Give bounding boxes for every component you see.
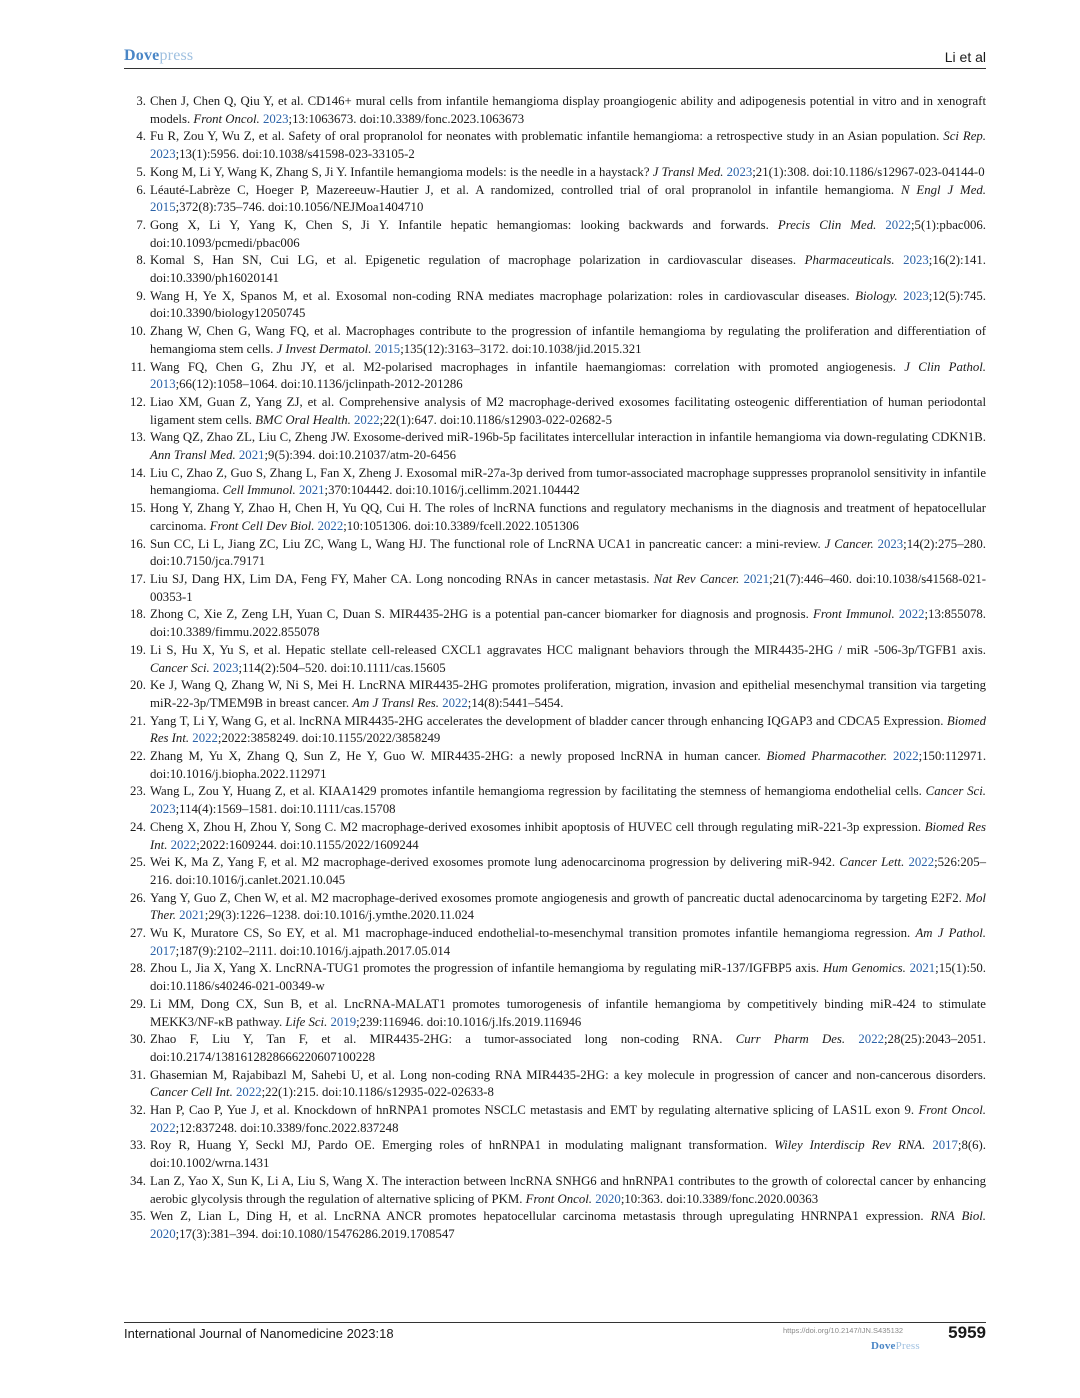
reference-details: ;9(5):394. doi:10.21037/atm-20-6456 <box>264 448 457 463</box>
reference-details: ;16(2):141. doi:10.3390/ph16020141 <box>150 253 986 286</box>
header-brand-logo[interactable] <box>124 47 193 65</box>
footer-brand-logo[interactable] <box>871 1340 920 1352</box>
reference-text: Liao XM, Guan Z, Yang ZJ, et al. Comprehensive analysis of M2 macrophage-derived exosomes facilitating osteogenic differentiation of human periodontal ligament stem cells. <box>150 394 986 427</box>
reference-journal: Sci Rep. <box>943 129 986 144</box>
reference-text: Gong X, Li Y, Yang K, Chen S, Ji Y. Infantile hepatic hemangiomas: looking backwards and forwards. <box>150 217 778 232</box>
reference-text: Zhao F, Liu Y, Tan F, et al. MIR4435-2HG: a tumor-associated long non-coding RNA. <box>150 1032 736 1047</box>
reference-year-link[interactable]: 2017 <box>150 943 176 958</box>
reference-number: 11. <box>130 359 146 374</box>
reference-item <box>124 606 986 641</box>
reference-details: ;13(1):5956. doi:10.1038/s41598-023-33105-2 <box>175 147 415 162</box>
reference-text: Sun CC, Li L, Jiang ZC, Liu ZC, Wang L, Wang HJ. The functional role of LncRNA UCA1 in pancreatic cancer: a mini-review. <box>150 536 825 551</box>
reference-item <box>124 1137 986 1172</box>
reference-item <box>124 394 986 429</box>
reference-item <box>124 571 986 606</box>
reference-journal: J Transl Med. <box>652 164 724 179</box>
reference-item <box>124 819 986 854</box>
reference-journal: Cell Immunol. <box>222 483 296 498</box>
reference-details: ;10:363. doi:10.3389/fonc.2020.00363 <box>620 1191 819 1206</box>
reference-number: 21. <box>130 713 146 728</box>
reference-text: Wu K, Muratore CS, So EY, et al. M1 macrophage-induced endothelial-to-mesenchymal transition promotes infantile hemangioma regression. <box>150 926 916 941</box>
reference-year-link[interactable]: 2023 <box>150 147 176 162</box>
reference-text: Han P, Cao P, Yue J, et al. Knockdown of hnRNPA1 promotes NSCLC metastasis and EMT by regulating alternative splicing of LAS1L exon 9. <box>150 1103 919 1118</box>
reference-year-link[interactable]: 2023 <box>150 802 176 817</box>
reference-journal: Curr Pharm Des. <box>735 1032 846 1047</box>
reference-journal: Cancer Lett. <box>839 855 905 870</box>
reference-details: ;8(6). doi:10.1002/wrna.1431 <box>150 1138 986 1171</box>
reference-journal: Am J Transl Res. <box>352 695 439 710</box>
reference-journal: Mol Ther. <box>150 890 986 923</box>
reference-year-link[interactable]: 2022 <box>170 837 197 852</box>
reference-text: Wang FQ, Chen G, Zhu JY, et al. M2-polarised macrophages in infantile haemangiomas: correlation with promoted angiogenesis. <box>150 359 905 374</box>
reference-year-link[interactable]: 2021 <box>179 908 205 923</box>
reference-list <box>124 93 986 1244</box>
reference-year-link[interactable]: 2022 <box>858 1032 884 1047</box>
reference-number: 31. <box>130 1067 146 1082</box>
reference-details: ;12:837248. doi:10.3389/fonc.2022.837248 <box>175 1120 399 1135</box>
reference-item <box>124 128 986 163</box>
reference-details: ;114(4):1569–1581. doi:10.1111/cas.15708 <box>175 802 396 817</box>
reference-text: Wang QZ, Zhao ZL, Liu C, Zheng JW. Exosome-derived miR-196b-5p facilitates intercellular interaction in infantile hemangioma via down-regulating CDKN1B. <box>150 430 986 445</box>
reference-year-link[interactable]: 2021 <box>743 571 770 586</box>
reference-journal: Front Oncol. <box>525 1191 593 1206</box>
reference-item <box>124 465 986 500</box>
reference-journal: BMC Oral Health. <box>255 412 351 427</box>
reference-item <box>124 1102 986 1137</box>
reference-text: Zhang W, Chen G, Wang FQ, et al. Macrophages contribute to the progression of infantile hemangioma by regulating the proliferation and differentiation of hemangioma stem cells. <box>150 324 986 356</box>
reference-item <box>124 1067 986 1102</box>
reference-text: Chen J, Chen Q, Qiu Y, et al. CD146+ mural cells from infantile hemangioma display proangiogenic ability and adipogenesis potential in vitro and in xenograft models. <box>150 94 986 126</box>
reference-year-link[interactable]: 2019 <box>330 1014 357 1029</box>
reference-year-link[interactable]: 2023 <box>877 536 904 551</box>
reference-number: 4. <box>136 129 146 144</box>
reference-details: ;526:205–216. doi:10.1016/j.canlet.2021.10.045 <box>150 855 986 887</box>
reference-year-link[interactable]: 2021 <box>909 961 936 976</box>
reference-text: Wang H, Ye X, Spanos M, et al. Exosomal non-coding RNA mediates macrophage polarization: roles in cardiovascular diseases. <box>150 288 856 303</box>
reference-number: 22. <box>130 749 146 764</box>
reference-space <box>895 253 904 267</box>
reference-number: 25. <box>130 855 146 870</box>
reference-year-link[interactable]: 2022 <box>236 1085 262 1100</box>
reference-text: Liu C, Zhao Z, Guo S, Zhang L, Fan X, Zheng J. Exosomal miR-27a-3p derived from tumor-associated macrophage suppresses propranolol sensitivity in infantile hemangioma. <box>150 465 986 498</box>
reference-number: 29. <box>130 996 146 1011</box>
reference-text: Yang T, Li Y, Wang G, et al. lncRNA MIR4435-2HG accelerates the development of bladder cancer through enhancing IQGAP3 and CDCA5 Expression. <box>150 713 947 728</box>
reference-text: Léauté-Labrèze C, Hoeger P, Mazereeuw-Hautier J, et al. A randomized, controlled trial of oral propranolol in infantile hemangioma. <box>150 182 901 197</box>
reference-details: ;22(1):647. doi:10.1186/s12903-022-02682-5 <box>379 412 612 427</box>
reference-number: 3. <box>136 94 146 108</box>
reference-journal: N Engl J Med. <box>900 182 986 197</box>
reference-item <box>124 1031 986 1066</box>
reference-item <box>124 288 986 323</box>
reference-number: 33. <box>130 1138 146 1153</box>
footer-divider <box>124 1322 986 1323</box>
reference-item <box>124 323 986 358</box>
reference-journal: Biology. <box>855 288 898 303</box>
reference-text: Liu SJ, Dang HX, Lim DA, Feng FY, Maher CA. Long noncoding RNAs in cancer metastasis. <box>150 571 654 586</box>
reference-item <box>124 93 986 128</box>
reference-number: 18. <box>130 607 146 622</box>
reference-year-link[interactable]: 2022 <box>150 1120 176 1135</box>
reference-number: 5. <box>136 164 146 179</box>
reference-journal: Nat Rev Cancer. <box>653 571 740 586</box>
reference-year-link[interactable]: 2022 <box>442 695 468 710</box>
reference-year-link[interactable]: 2015 <box>150 200 176 215</box>
reference-details: ;5(1):pbac006. doi:10.1093/pcmedi/pbac006 <box>150 217 986 250</box>
reference-number: 23. <box>130 784 146 799</box>
reference-space <box>845 1032 858 1046</box>
reference-details: ;135(12):3163–3172. doi:10.1038/jid.2015.321 <box>400 341 642 356</box>
reference-year-link[interactable]: 2022 <box>893 749 919 764</box>
reference-journal: Life Sci. <box>285 1014 328 1029</box>
reference-year-link[interactable]: 2022 <box>898 607 925 622</box>
running-header-author: Li et al <box>944 49 986 65</box>
reference-text: Yang Y, Guo Z, Chen W, et al. M2 macrophage-derived exosomes promote angiogenesis and growth of pancreatic ductal adenocarcinoma by targeting E2F2. <box>150 890 966 905</box>
reference-number: 15. <box>130 501 146 516</box>
reference-number: 19. <box>130 642 146 657</box>
reference-year-link[interactable]: 2017 <box>932 1138 958 1153</box>
reference-year-link[interactable]: 2023 <box>726 164 753 179</box>
reference-year-link[interactable]: 2022 <box>885 217 911 232</box>
reference-text: Komal S, Han SN, Cui LG, et al. Epigenetic regulation of macrophage polarization in cardiovascular diseases. <box>150 253 805 268</box>
reference-journal: Biomed Pharmacother. <box>766 749 888 764</box>
reference-item <box>124 890 986 925</box>
reference-details: ;12(5):745. doi:10.3390/biology12050745 <box>150 288 986 321</box>
reference-year-link[interactable]: 2015 <box>374 341 401 356</box>
reference-item <box>124 164 986 182</box>
reference-year-link[interactable]: 2023 <box>903 288 929 303</box>
reference-year-link[interactable]: 2021 <box>298 483 325 498</box>
reference-number: 8. <box>136 253 146 268</box>
reference-journal: RNA Biol. <box>930 1209 986 1224</box>
reference-year-link[interactable]: 2022 <box>354 412 380 427</box>
reference-journal: Pharmaceuticals. <box>804 253 895 268</box>
reference-journal: Am J Pathol. <box>915 926 986 941</box>
footer-brand-part-b: Press <box>895 1340 920 1352</box>
reference-journal: J Clin Pathol. <box>904 359 986 374</box>
reference-year-link[interactable]: 2022 <box>317 518 344 533</box>
reference-item <box>124 217 986 252</box>
reference-details: ;14(8):5441–5454. <box>467 695 564 710</box>
reference-details: ;66(12):1058–1064. doi:10.1136/jclinpath-2012-201286 <box>175 377 463 392</box>
reference-item <box>124 925 986 960</box>
reference-item <box>124 1173 986 1208</box>
reference-year-link[interactable]: 2021 <box>238 448 265 463</box>
reference-details: ;2022:3858249. doi:10.1155/2022/3858249 <box>217 731 441 746</box>
reference-number: 30. <box>130 1032 146 1047</box>
reference-details: ;10:1051306. doi:10.3389/fcell.2022.1051306 <box>343 518 579 533</box>
reference-journal: Ann Transl Med. <box>150 448 236 463</box>
reference-journal: Biomed Res Int. <box>150 819 986 852</box>
reference-item <box>124 642 986 677</box>
reference-item <box>124 677 986 712</box>
reference-text: Zhou L, Jia X, Yang X. LncRNA-TUG1 promotes the progression of infantile hemangioma by regulating miR-137/IGFBP5 axis. <box>150 961 823 976</box>
reference-text: Kong M, Li Y, Wang K, Zhang S, Ji Y. Infantile hemangioma models: is the needle in a haystack? <box>150 164 653 179</box>
page-number: 5959 <box>948 1323 986 1342</box>
reference-item <box>124 252 986 287</box>
reference-number: 10. <box>130 324 146 339</box>
reference-number: 14. <box>130 465 146 480</box>
reference-details: ;22(1):215. doi:10.1186/s12935-022-02633-8 <box>261 1085 494 1100</box>
reference-details: ;17(3):381–394. doi:10.1080/15476286.2019.1708547 <box>175 1227 455 1241</box>
reference-number: 28. <box>130 961 146 976</box>
header-brand-part-b: press <box>159 47 194 64</box>
reference-text: Fu R, Zou Y, Wu Z, et al. Safety of oral propranolol for neonates with problematic infantile hemangioma: a retrospective study in an Asian population. <box>150 129 944 144</box>
reference-details: ;370:104442. doi:10.1016/j.cellimm.2021.104442 <box>324 483 580 498</box>
reference-text: Li MM, Dong CX, Sun B, et al. LncRNA-MALAT1 promotes tumorogenesis of infantile hemangioma by competitively binding miR-424 to stimulate MEKK3/NF-κB pathway. <box>150 996 986 1029</box>
reference-text: Wen Z, Lian L, Ding H, et al. LncRNA ANCR promotes hepatocellular carcinoma metastasis through upregulating HNRNPA1 expression. <box>150 1209 931 1224</box>
reference-journal: Front Oncol. <box>193 111 260 126</box>
reference-item <box>124 783 986 818</box>
footer-journal-citation: International Journal of Nanomedicine 2023:18 <box>124 1326 394 1341</box>
reference-details: ;2022:1609244. doi:10.1155/2022/1609244 <box>196 837 419 852</box>
reference-text: Wang L, Zou Y, Huang Z, et al. KIAA1429 promotes infantile hemangioma regression by facilitating the stemness of hemangioma endothelial cells. <box>150 784 926 799</box>
reference-item <box>124 359 986 394</box>
reference-item <box>124 500 986 535</box>
reference-year-link[interactable]: 2023 <box>903 253 929 268</box>
reference-year-link[interactable]: 2023 <box>212 660 239 675</box>
reference-number: 12. <box>130 394 146 409</box>
reference-text: Wei K, Ma Z, Yang F, et al. M2 macrophage-derived exosomes promote lung adenocarcinoma progression by delivering miR-942. <box>150 855 840 870</box>
reference-text: Lan Z, Yao X, Sun K, Li A, Liu S, Wang X. The interaction between lncRNA SNHG6 and hnRNPA1 contributes to the growth of colorectal cancer by enhancing aerobic glycolysis through the regulation of alternative splicing of PKM. <box>150 1173 986 1206</box>
reference-text: Cheng X, Zhou H, Zhou Y, Song C. M2 macrophage-derived exosomes inhibit apoptosis of HUVEC cell through regulating miR-221-3p expression. <box>150 819 925 834</box>
reference-journal: Cancer Sci. <box>925 784 986 799</box>
reference-journal: J Invest Dermatol. <box>276 341 372 356</box>
reference-year-link[interactable]: 2023 <box>262 111 289 126</box>
reference-year-link[interactable]: 2013 <box>150 377 176 392</box>
reference-number: 26. <box>130 890 146 905</box>
reference-journal: Front Cell Dev Biol. <box>209 518 315 533</box>
reference-year-link[interactable]: 2020 <box>150 1227 176 1241</box>
reference-text: Roy R, Huang Y, Seckl MJ, Pardo OE. Emerging roles of hnRNPA1 in modulating malignant transformation. <box>150 1138 775 1153</box>
header-brand-part-a: Dove <box>124 47 160 64</box>
reference-text: Ke J, Wang Q, Zhang W, Ni S, Mei H. LncRNA MIR4435-2HG promotes proliferation, migration, invasion and epithelial mesenchymal transition via targeting miR-22-3p/TMEM9B in breast cancer. <box>150 678 986 710</box>
reference-journal: Cancer Cell Int. <box>150 1085 233 1100</box>
reference-item <box>124 536 986 571</box>
reference-journal: Biomed Res Int. <box>150 713 986 746</box>
reference-journal: J Cancer. <box>824 536 874 551</box>
reference-number: 32. <box>130 1103 146 1118</box>
reference-details: ;21(7):446–460. doi:10.1038/s41568-021-00353-1 <box>150 571 986 604</box>
reference-item <box>124 996 986 1031</box>
reference-details: ;114(2):504–520. doi:10.1111/cas.15605 <box>238 660 446 675</box>
footer-brand-part-a: Dove <box>871 1340 896 1352</box>
reference-details: ;14(2):275–280. doi:10.7150/jca.79171 <box>150 536 986 569</box>
reference-details: ;29(3):1226–1238. doi:10.1016/j.ymthe.2020.11.024 <box>204 908 475 923</box>
reference-number: 13. <box>130 430 146 445</box>
reference-item <box>124 182 986 217</box>
reference-text: Zhang M, Yu X, Zhang Q, Sun Z, He Y, Guo W. MIR4435-2HG: a newly proposed lncRNA in human cancer. <box>150 749 767 764</box>
reference-details: ;28(25):2043–2051. doi:10.2174/1381612828666220607100228 <box>150 1032 986 1064</box>
reference-journal: Front Oncol. <box>918 1103 986 1118</box>
reference-details: ;372(8):735–746. doi:10.1056/NEJMoa1404710 <box>175 200 424 215</box>
reference-number: 34. <box>130 1173 146 1188</box>
reference-number: 20. <box>130 678 146 693</box>
reference-text: Hong Y, Zhang Y, Zhao H, Chen H, Yu QQ, Cui H. The roles of lncRNA functions and regulatory mechanisms in the diagnosis and treatment of hepatocellular carcinoma. <box>150 501 986 533</box>
reference-details: ;13:855078. doi:10.3389/fimmu.2022.855078 <box>150 607 986 640</box>
reference-item <box>124 713 986 748</box>
reference-item <box>124 748 986 783</box>
reference-journal: Precis Clin Med. <box>777 217 877 232</box>
reference-number: 16. <box>130 536 146 551</box>
reference-number: 35. <box>130 1209 146 1224</box>
reference-item <box>124 960 986 995</box>
reference-item <box>124 1208 986 1243</box>
header-divider <box>124 68 986 69</box>
reference-text: Zhong C, Xie Z, Zeng LH, Yuan C, Duan S. MIR4435-2HG is a potential pan-cancer biomarker for diagnosis and prognosis. <box>150 607 814 622</box>
reference-number: 27. <box>130 926 146 941</box>
reference-details: ;150:112971. doi:10.1016/j.biopha.2022.112971 <box>150 749 987 781</box>
reference-year-link[interactable]: 2020 <box>595 1191 621 1206</box>
reference-journal: Hum Genomics. <box>822 961 906 976</box>
reference-journal: Wiley Interdiscip Rev RNA. <box>774 1138 926 1153</box>
reference-details: ;13:1063673. doi:10.3389/fonc.2023.1063673 <box>288 111 525 126</box>
reference-number: 9. <box>136 288 146 303</box>
reference-journal: Front Immunol. <box>813 607 895 622</box>
footer-doi-link[interactable]: https://doi.org/10.2147/IJN.S435132 <box>783 1326 904 1335</box>
reference-number: 24. <box>130 819 146 834</box>
reference-details: ;15(1):50. doi:10.1186/s40246-021-00349-w <box>150 961 986 994</box>
reference-details: ;239:116946. doi:10.1016/j.lfs.2019.116946 <box>356 1014 582 1029</box>
reference-text: Ghasemian M, Rajabibazl M, Sahebi U, et al. Long non-coding RNA MIR4435-2HG: a key molecule in progression of cancer and non-cancerous disorders. <box>150 1067 986 1082</box>
reference-year-link[interactable]: 2022 <box>908 855 935 870</box>
reference-number: 6. <box>136 182 146 197</box>
reference-number: 7. <box>136 217 146 232</box>
reference-item <box>124 429 986 464</box>
reference-journal: Cancer Sci. <box>150 660 210 675</box>
reference-text: Li S, Hu X, Yu S, et al. Hepatic stellate cell-released CXCL1 aggravates HCC malignant behaviors through the MIR4435-2HG / miR -506-3p/TGFB1 axis. <box>150 642 986 657</box>
reference-details: ;187(9):2102–2111. doi:10.1016/j.ajpath.2017.05.014 <box>175 943 451 958</box>
reference-number: 17. <box>130 571 146 586</box>
reference-item <box>124 854 986 889</box>
reference-year-link[interactable]: 2022 <box>192 731 218 746</box>
reference-details: ;21(1):308. doi:10.1186/s12967-023-04144-0 <box>752 164 985 179</box>
